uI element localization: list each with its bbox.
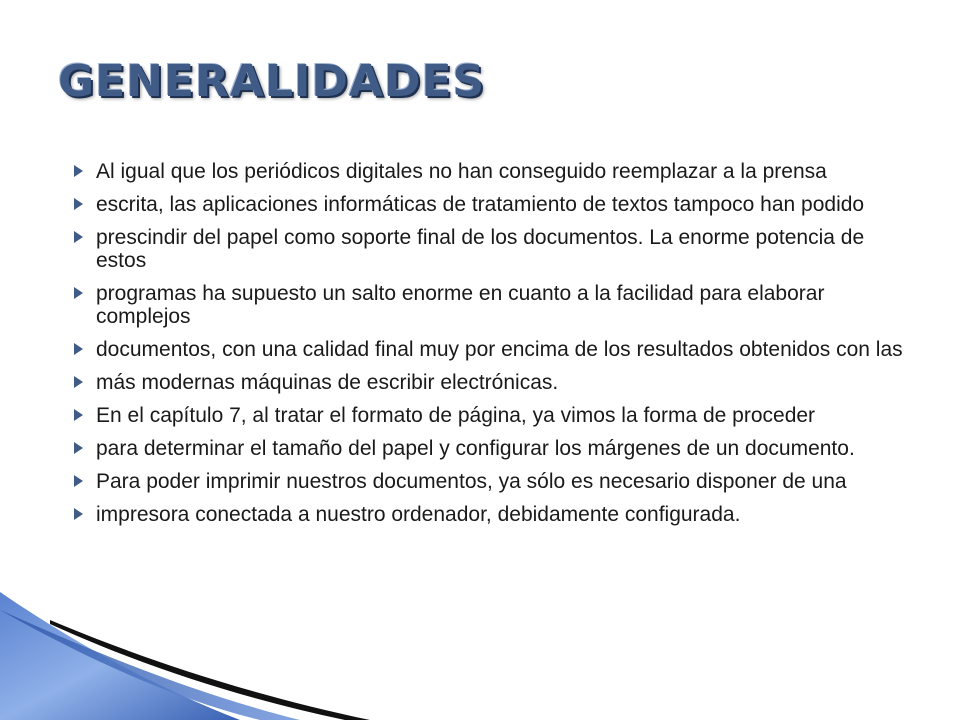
list-item (74, 437, 904, 460)
bullet-text: prescindir del papel como soporte final de los documentos. La enorme potencia de estos (96, 226, 865, 272)
list-item (74, 470, 904, 493)
list-item (74, 338, 904, 361)
bullet-text: En el capítulo 7, al tratar el formato de página, ya vimos la forma de proceder (96, 404, 816, 427)
arrow-bullet-icon (74, 165, 83, 177)
list-item (74, 193, 904, 216)
bullet-text: escrita, las aplicaciones informáticas de tratamiento de textos tampoco han podido (96, 193, 865, 216)
bullet-list (74, 160, 904, 536)
decorative-swoosh (0, 590, 400, 720)
list-item (74, 404, 904, 427)
bullet-text: Para poder imprimir nuestros documentos, ya sólo es necesario disponer de una (96, 470, 847, 493)
bullet-text: más modernas máquinas de escribir electrónicas. (96, 371, 559, 394)
arrow-bullet-icon (74, 475, 83, 487)
swoosh-blue-band (0, 592, 240, 720)
arrow-bullet-icon (74, 287, 83, 299)
arrow-bullet-icon (74, 409, 83, 421)
arrow-bullet-icon (74, 508, 83, 520)
swoosh-light-band (0, 610, 300, 720)
arrow-bullet-icon (74, 198, 83, 210)
list-item (74, 160, 904, 183)
bullet-text: para determinar el tamaño del papel y configurar los márgenes de un documento. (96, 437, 855, 460)
bullet-text: programas ha supuesto un salto enorme en cuanto a la facilidad para elaborar complejos (96, 282, 825, 328)
arrow-bullet-icon (74, 343, 83, 355)
bullet-text: documentos, con una calidad final muy por encima de los resultados obtenidos con las (96, 338, 903, 361)
arrow-bullet-icon (74, 376, 83, 388)
arrow-bullet-icon (74, 231, 83, 243)
swoosh-dark-stroke (50, 620, 370, 720)
list-item (74, 282, 904, 328)
bullet-text: impresora conectada a nuestro ordenador, debidamente configurada. (96, 503, 741, 526)
list-item (74, 503, 904, 526)
list-item (74, 226, 904, 272)
arrow-bullet-icon (74, 442, 83, 454)
list-item (74, 371, 904, 394)
slide-title: GENERALIDADES (58, 56, 486, 107)
bullet-text: Al igual que los periódicos digitales no han conseguido reemplazar a la prensa (96, 160, 827, 183)
